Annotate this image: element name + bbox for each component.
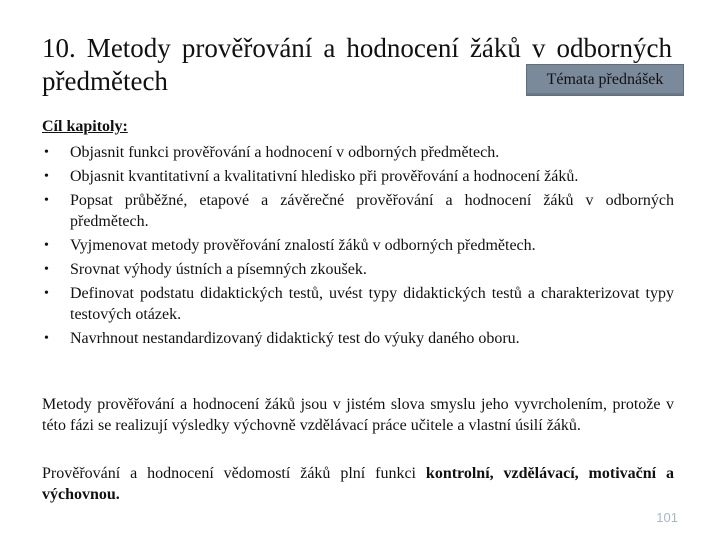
bullet: •: [44, 238, 49, 253]
goal-text: Objasnit funkci prověřování a hodnocení v odborných předmětech.: [70, 144, 500, 161]
goal-text: Objasnit kvantitativní a kvalitativní hledisko při prověřování a hodnocení žáků.: [70, 168, 579, 185]
goal-item: [44, 190, 674, 232]
bullet: •: [44, 262, 49, 277]
goal-text: Srovnat výhody ústních a písemných zkoušek.: [70, 261, 367, 278]
goal-item: [44, 283, 674, 325]
functions-emphasis: kontrolní, vzdělávací, motivační a výchovnou.: [42, 465, 674, 503]
goal-text: Vyjmenovat metody prověřování znalostí žáků v odborných předmětech.: [70, 237, 536, 254]
goal-text: Navrhnout nestandardizovaný didaktický test do výuky daného oboru.: [70, 330, 520, 347]
goal-item: [44, 142, 674, 163]
goals-list: [44, 142, 674, 352]
bullet: •: [44, 169, 49, 184]
bullet: •: [44, 193, 49, 208]
goals-heading: Cíl kapitoly:: [42, 118, 128, 135]
bullet: •: [44, 286, 49, 301]
slide-title: 10. Metody prověřování a hodnocení žáků v odborných předmětech: [42, 33, 672, 96]
bullet: •: [44, 331, 49, 346]
bullet: •: [44, 145, 49, 160]
functions-text: Prověřování a hodnocení vědomostí žáků plní funkci: [42, 465, 426, 482]
goal-item: [44, 328, 674, 349]
page-number: 101: [656, 510, 678, 525]
goal-item: [44, 235, 674, 256]
goal-item: [44, 259, 674, 280]
goal-text: Popsat průběžné, etapové a závěrečné prověřování a hodnocení žáků v odborných předmětech.: [70, 192, 674, 230]
intro-paragraph: Metody prověřování a hodnocení žáků jsou v jistém slova smyslu jeho vyvrcholením, protože v této fázi se realizují výsledky výchovně vzdělávací práce učitele a vlastní úsilí žáků.: [42, 396, 674, 434]
goal-item: [44, 166, 674, 187]
goal-text: Definovat podstatu didaktických testů, uvést typy didaktických testů a charakterizovat typy testových otázek.: [70, 285, 674, 323]
functions-paragraph: [42, 463, 674, 505]
topics-button[interactable]: Témata přednášek: [526, 64, 684, 96]
